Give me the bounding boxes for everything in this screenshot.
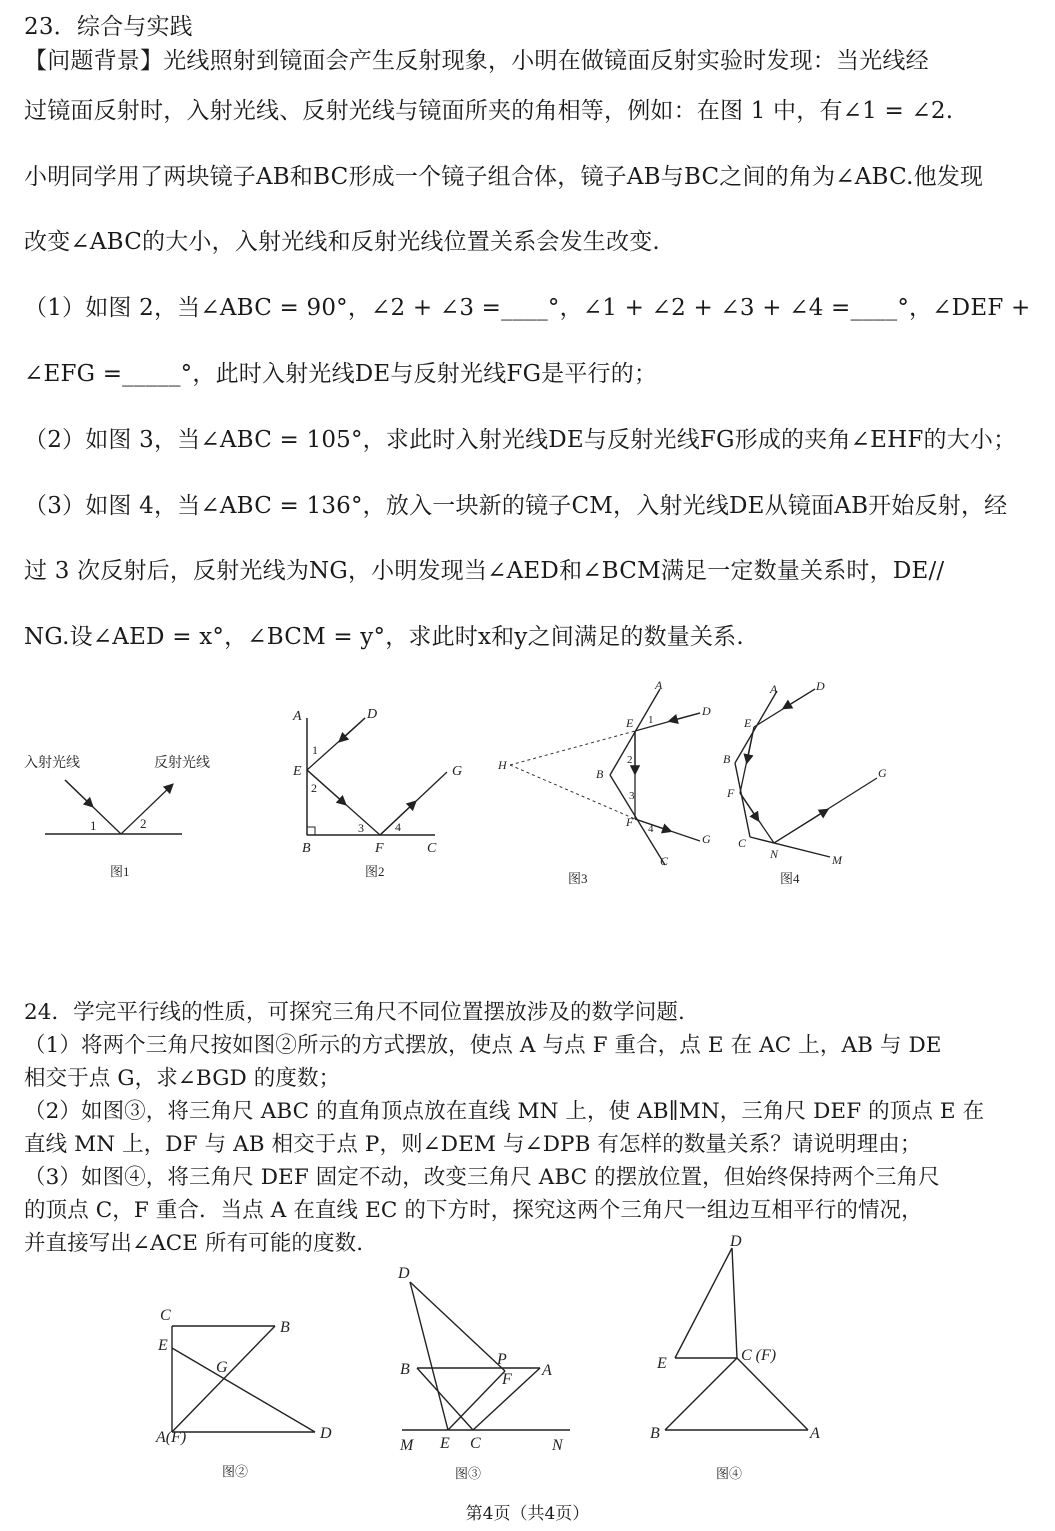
side-df (732, 1248, 737, 1358)
point-g-label: G (452, 764, 463, 779)
mirror-ab (735, 691, 777, 763)
q24-part1-line: （1）将两个三角尺按如图②所示的方式摆放，使点 A 与点 F 重合，点 E 在 AC 上，AB 与 DE (24, 1033, 942, 1058)
point-f-label: F (375, 841, 384, 856)
figure-caption: 图③ (455, 1466, 482, 1481)
angle-1-label: 1 (312, 743, 318, 757)
point-n-label: N (552, 1437, 563, 1454)
q23-background-line: 【问题背景】光线照射到镜面会产生反射现象，小明在做镜面反射实验时发现：当光线经 (24, 48, 929, 74)
point-c-label: C (F) (741, 1347, 777, 1364)
ray-ng-arrow (774, 810, 827, 843)
q23-background-line: 过镜面反射时，入射光线、反射光线与镜面所夹的角相等，例如：在图 1 中，有∠1 = ∠2. (24, 98, 954, 124)
point-c-label: C (160, 1307, 171, 1324)
point-a-label: A (810, 1425, 820, 1442)
right-angle-mark (307, 827, 315, 835)
side-de (410, 1282, 448, 1430)
point-e-label: E (626, 716, 634, 730)
side-df (410, 1282, 505, 1371)
point-e-label: E (744, 716, 752, 730)
q23-figure-1 (20, 740, 210, 890)
point-c-label: C (427, 841, 437, 856)
point-m-label: M (400, 1437, 414, 1454)
q24-part3-line: 的顶点 C，F 重合．当点 A 在直线 EC 的下方时，探究这两个三角尺一组边互相平行的情况， (24, 1198, 923, 1223)
incident-arrow (65, 780, 92, 806)
angle-3-label: 3 (629, 790, 635, 802)
point-c-label: C (738, 836, 747, 850)
point-b-label: B (723, 752, 731, 766)
point-c-label: C (660, 854, 669, 868)
figure-caption: 图4 (780, 871, 800, 886)
point-a-label: A (542, 1362, 552, 1379)
q24-part1-line: 相交于点 G，求∠BGD 的度数； (24, 1066, 341, 1091)
ray-ef-arrow (747, 727, 754, 762)
point-d-label: D (367, 707, 378, 722)
q24-part2-line: （2）如图③，将三角尺 ABC 的直角顶点放在直线 MN 上，使 AB∥MN，三角尺 DEF 的顶点 E 在 (24, 1099, 985, 1124)
point-n-label: N (770, 847, 779, 861)
ray-de-arrow (670, 713, 700, 721)
angle-4-label: 4 (648, 823, 654, 835)
point-p-label: P (497, 1351, 507, 1368)
point-d-label: D (730, 1233, 742, 1250)
angle-3-label: 3 (358, 821, 364, 835)
point-f-label: F (626, 815, 634, 829)
q24-figure-4 (640, 1228, 840, 1490)
extension-hf (510, 765, 635, 819)
extension-he (510, 731, 635, 765)
q23-figure-4 (712, 675, 902, 890)
point-a-label: A (655, 678, 663, 692)
point-g-label: G (878, 766, 887, 780)
point-m-label: M (832, 853, 842, 867)
point-f-label: F (502, 1371, 512, 1388)
q23-figure-3 (490, 675, 720, 890)
point-d-label: D (320, 1425, 332, 1442)
q24-part3-line: 并直接写出∠ACE 所有可能的度数. (24, 1231, 364, 1256)
ray-de-arrow (784, 689, 815, 708)
point-a-label: A (293, 709, 302, 724)
point-b-label: B (650, 1425, 660, 1442)
point-g-label: G (216, 1359, 228, 1376)
q24-part2-line: 直线 MN 上，DF 与 AB 相交于点 P，则∠DEM 与∠DPB 有怎样的数量关系？请说明理由； (24, 1132, 922, 1157)
side-ed (172, 1348, 315, 1432)
side-cb (665, 1358, 737, 1430)
q23-background-line: 小明同学用了两块镜子AB和BC形成一个镜子组合体，镜子AB与BC之间的角为∠ABC.他发现 (24, 164, 984, 190)
point-e-label: E (293, 764, 302, 779)
point-c-label: C (470, 1435, 481, 1452)
q23-part1-line: （1）如图 2，当∠ABC = 90°，∠2 + ∠3 =____°，∠1 + ∠2 + ∠3 + ∠4 =____°，∠DEF + (24, 295, 1031, 321)
reflected-label: 反射光线 (154, 756, 210, 771)
side-ca (737, 1358, 808, 1430)
q23-part3-line: NG.设∠AED = x°，∠BCM = y°，求此时x和y之间满足的数量关系. (24, 624, 744, 650)
page-footer: 第4页（共4页） (465, 1504, 590, 1524)
figure-caption: 图2 (365, 864, 385, 879)
q23-figure-2 (285, 700, 470, 890)
point-h-label: H (498, 758, 507, 772)
reflected-ray (121, 785, 172, 834)
point-d-label: D (816, 679, 825, 693)
angle-2-label: 2 (627, 754, 633, 766)
ray-fn-arrow (740, 793, 758, 820)
ray-de-arrow (340, 718, 365, 741)
point-d-label: D (398, 1265, 410, 1282)
q24-part3-line: （3）如图④，将三角尺 DEF 固定不动，改变三角尺 ABC 的摆放位置，但始终保持两个三角尺 (24, 1165, 940, 1190)
q23-part2-line: （2）如图 3，当∠ABC = 105°，求此时入射光线DE与反射光线FG形成的夹角∠EHF的大小； (24, 427, 1017, 453)
figure-caption: 图④ (716, 1466, 743, 1481)
figure-caption: 图1 (110, 864, 130, 879)
mirror-bc (735, 763, 750, 837)
point-d-label: D (702, 704, 711, 718)
point-g-label: G (702, 832, 711, 846)
q23-title: 23．综合与实践 (24, 14, 193, 40)
point-e-label: E (158, 1337, 168, 1354)
point-a-label: A(F) (156, 1429, 187, 1446)
angle-2-label: 2 (140, 816, 147, 831)
point-e-label: E (657, 1355, 667, 1372)
q23-part3-line: 过 3 次反射后，反射光线为NG，小明发现当∠AED和∠BCM满足一定数量关系时，DE// (24, 558, 945, 584)
angle-4-label: 4 (395, 820, 401, 834)
q23-part1-line: ∠EFG =_____°，此时入射光线DE与反射光线FG是平行的； (24, 361, 658, 387)
point-b-label: B (280, 1319, 290, 1336)
q24-figure-3 (390, 1258, 590, 1490)
q24-title: 24．学完平行线的性质，可探究三角尺不同位置摆放涉及的数学问题. (24, 1000, 685, 1025)
q23-part3-line: （3）如图 4，当∠ABC = 136°，放入一块新的镜子CM，入射光线DE从镜面AB开始反射，经 (24, 493, 1008, 519)
side-de (675, 1248, 732, 1358)
figure-caption: 图② (222, 1464, 249, 1479)
angle-2-label: 2 (311, 781, 317, 795)
q24-figure-2 (150, 1300, 350, 1490)
angle-1-label: 1 (648, 714, 654, 726)
point-e-label: E (440, 1435, 450, 1452)
point-b-label: B (302, 841, 311, 856)
side-ef (448, 1371, 505, 1430)
point-b-label: B (596, 767, 604, 781)
point-f-label: F (727, 786, 735, 800)
q23-background-line: 改变∠ABC的大小，入射光线和反射光线位置关系会发生改变. (24, 229, 660, 255)
figure-caption: 图3 (568, 871, 588, 886)
angle-1-label: 1 (90, 818, 97, 833)
point-b-label: B (400, 1361, 410, 1378)
mirror-cm (750, 837, 830, 857)
incident-label: 入射光线 (24, 756, 80, 771)
point-a-label: A (770, 682, 778, 696)
